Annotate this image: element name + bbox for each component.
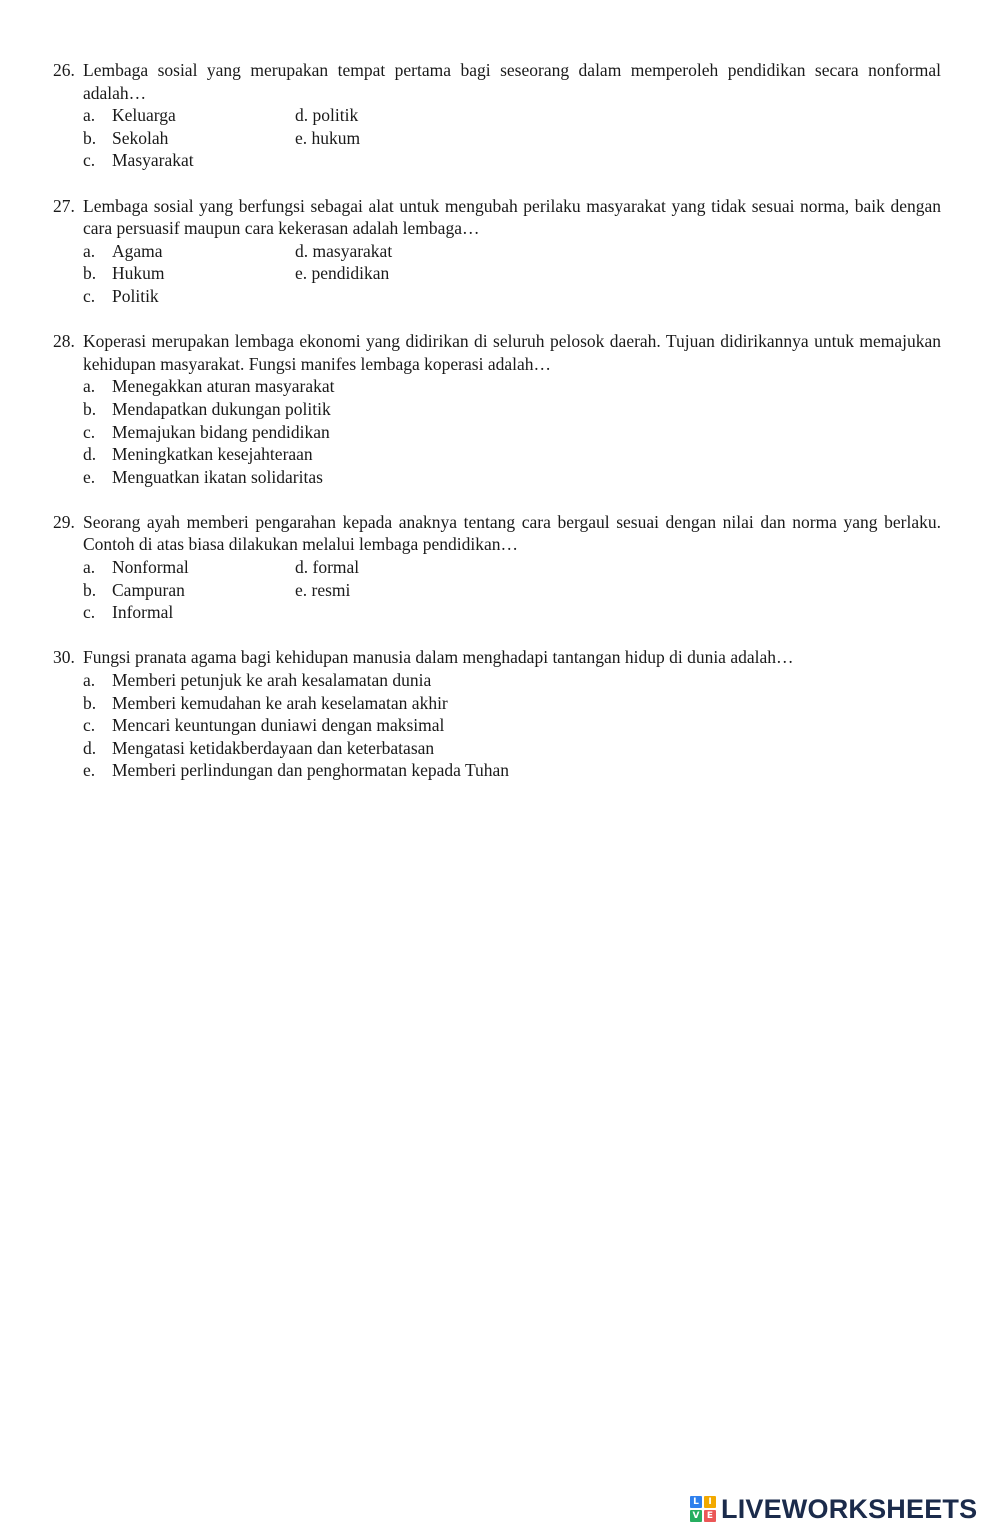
grid-spacer [295,285,595,308]
logo-cell-i: I [704,1496,716,1508]
option-letter: e. [83,760,96,781]
option-a[interactable] [83,240,295,263]
option-letter: c. [83,421,96,442]
option-letter: a. [83,376,96,397]
option-text: Sekolah [112,127,169,148]
brand-text: LIVEWORKSHEETS [721,1493,978,1524]
question-27 [53,195,941,308]
option-text: e. pendidikan [295,263,390,284]
option-text: Nonformal [112,557,189,578]
option-text: Menguatkan ikatan solidaritas [112,466,323,487]
option-text: Politik [112,285,159,306]
logo-cell-l: L [690,1496,702,1508]
option-b[interactable] [83,692,941,715]
option-letter: d. [83,444,97,465]
question-number: 29. [53,511,75,532]
grid-spacer [295,601,595,624]
question-26 [53,59,941,172]
question-text: Seorang ayah memberi pengarahan kepada anaknya tentang cara bergaul sesuai dengan nilai dan norma yang berlaku. Contoh di atas biasa dilakukan melalui lembaga pendidikan… [83,511,941,555]
option-e[interactable] [83,466,941,489]
option-d[interactable] [295,240,595,263]
option-a[interactable] [83,556,295,579]
option-text: e. resmi [295,579,351,600]
question-text: Lembaga sosial yang merupakan tempat pertama bagi seseorang dalam memperoleh pendidikan secara nonformal adalah… [83,60,941,103]
option-c[interactable] [83,285,295,308]
option-text: Menegakkan aturan masyarakat [112,376,335,397]
option-letter: b. [83,127,97,148]
option-text: Masyarakat [112,150,194,171]
option-a[interactable] [83,669,941,692]
option-text: Memberi petunjuk ke arah kesalamatan dunia [112,670,432,691]
question-text: Lembaga sosial yang berfungsi sebagai alat untuk mengubah perilaku masyarakat yang tidak sesuai norma, baik dengan cara persuasif maupun cara kekerasan adalah lembaga… [83,195,941,239]
option-a[interactable] [83,375,941,398]
option-letter: a. [83,240,96,261]
option-b[interactable] [83,127,295,150]
options-grid [83,240,941,308]
option-text: e. hukum [295,127,361,148]
option-a[interactable] [83,104,295,127]
option-c[interactable] [83,421,941,444]
option-letter: b. [83,263,97,284]
option-c[interactable] [83,714,941,737]
grid-spacer [295,149,595,172]
option-text: Memberi kemudahan ke arah keselamatan akhir [112,692,448,713]
option-text: Memajukan bidang pendidikan [112,421,330,442]
question-30 [53,646,941,782]
option-text: Mendapatkan dukungan politik [112,398,331,419]
option-letter: c. [83,715,96,736]
option-text: Mengatasi ketidakberdayaan dan keterbatasan [112,737,435,758]
option-c[interactable] [83,601,295,624]
option-letter: d. [83,737,97,758]
question-text: Koperasi merupakan lembaga ekonomi yang didirikan di seluruh pelosok daerah. Tujuan didirikannya untuk memajukan kehidupan masyarakat. Fungsi manifes lembaga koperasi adalah… [83,331,941,374]
option-text: Mencari keuntungan duniawi dengan maksimal [112,715,445,736]
question-number: 28. [53,331,75,352]
option-letter: a. [83,670,96,691]
option-letter: c. [83,602,96,623]
logo-cell-e: E [704,1510,716,1522]
option-e[interactable] [295,262,595,285]
options-list [83,375,941,488]
option-e[interactable] [83,759,941,782]
option-letter: c. [83,150,96,171]
option-letter: a. [83,557,96,578]
option-text: Memberi perlindungan dan penghormatan kepada Tuhan [112,760,510,781]
option-text: d. formal [295,557,360,578]
liveworksheets-logo-icon [690,1496,716,1522]
option-text: Keluarga [112,105,176,126]
option-e[interactable] [295,579,595,602]
question-number: 30. [53,647,75,668]
option-letter: b. [83,579,97,600]
option-b[interactable] [83,398,941,421]
option-d[interactable] [83,443,941,466]
options-grid [83,104,941,172]
question-29 [53,511,941,624]
option-d[interactable] [295,104,595,127]
worksheet-page [53,59,941,805]
option-letter: b. [83,398,97,419]
option-b[interactable] [83,262,295,285]
option-letter: a. [83,105,96,126]
options-list [83,669,941,782]
option-letter: b. [83,692,97,713]
option-text: Meningkatkan kesejahteraan [112,444,313,465]
option-b[interactable] [83,579,295,602]
option-text: Hukum [112,263,165,284]
option-c[interactable] [83,149,295,172]
option-e[interactable] [295,127,595,150]
option-text: Agama [112,240,163,261]
option-letter: c. [83,285,96,306]
option-d[interactable] [83,737,941,760]
option-d[interactable] [295,556,595,579]
logo-cell-v: V [690,1510,702,1522]
question-text: Fungsi pranata agama bagi kehidupan manusia dalam menghadapi tantangan hidup di dunia adalah… [83,647,794,668]
question-28 [53,330,941,488]
option-text: Campuran [112,579,185,600]
question-number: 27. [53,195,75,216]
option-letter: e. [83,466,96,487]
question-number: 26. [53,60,75,80]
liveworksheets-brand [690,1494,977,1524]
options-grid [83,556,941,624]
option-text: d. masyarakat [295,240,393,261]
option-text: Informal [112,602,174,623]
option-text: d. politik [295,105,359,126]
